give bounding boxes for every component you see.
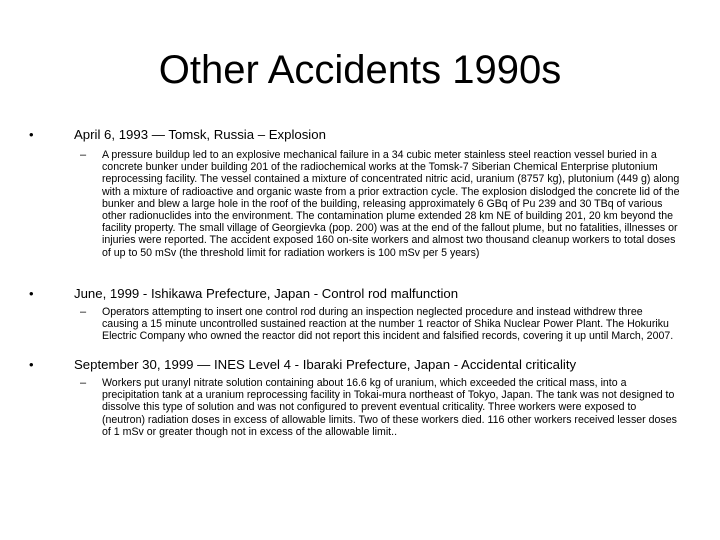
slide-title: Other Accidents 1990s bbox=[158, 48, 562, 92]
bullet: • bbox=[29, 127, 34, 142]
item-body: Workers put uranyl nitrate solution containing about 16.6 kg of uranium, which exceeded the critical mass, into a precipitation tank at a uranium reprocessing facility in Tokai-mura northeast of Tokyo, Japan. The tank was not designed to dissolve this type of solution and was not configured to prevent eventual criticality. Three workers were exposed to (neutron) radiation doses in excess of allowable limits. Two of these workers died. 116 other workers received lesser doses of 1 mSv or greater though not in excess of the allowable limit.. bbox=[102, 377, 677, 438]
item-heading: September 30, 1999 — INES Level 4 - Ibaraki Prefecture, Japan - Accidental criticality bbox=[74, 357, 577, 372]
item-body: Operators attempting to insert one control rod during an inspection neglected procedure and instead withdrew three causing a 15 minute uncontrolled sustained reaction at the number 1 reactor of Shika Nuclear Power Plant. The Hokuriku Electric Company who owned the reactor did not report this incident and falsified records, covering it up until March, 2007. bbox=[102, 306, 674, 343]
sub-bullet: – bbox=[80, 377, 87, 389]
item-heading: June, 1999 - Ishikawa Prefecture, Japan - Control rod malfunction bbox=[74, 286, 459, 301]
item-body: A pressure buildup led to an explosive mechanical failure in a 34 cubic meter stainless steel reaction vessel buried in a concrete bunker under building 201 of the radiochemical works at the Tomsk-7 Siberian Chemical Enterprise plutonium reprocessing facility. The vessel contained a mixture of concentrated nitric acid, uranium (8757 kg), plutonium (449 g) along with a mixture of radioactive and organic waste from a prior extraction cycle. The explosion dislodged the concrete lid of the bunker and blew a large hole in the roof of the building, releasing approximately 6 GBq of Pu 239 and 30 TBq of various other radionuclides into the environment. The contamination plume extended 28 km NE of building 201, 20 km beyond the facility property. The small village of Georgievka (pop. 200) was at the end of the fallout plume, but no fatalities, illnesses or injuries were reported. The accident exposed 160 on-site workers and almost two thousand cleanup workers to total doses of up to 50 mSv (the threshold limit for radiation workers is 100 mSv per 5 years) bbox=[102, 149, 680, 259]
sub-bullet: – bbox=[80, 306, 87, 318]
sub-bullet: – bbox=[80, 149, 87, 161]
item-heading: April 6, 1993 — Tomsk, Russia – Explosion bbox=[74, 127, 326, 142]
bullet: • bbox=[29, 357, 34, 372]
bullet: • bbox=[29, 286, 34, 301]
